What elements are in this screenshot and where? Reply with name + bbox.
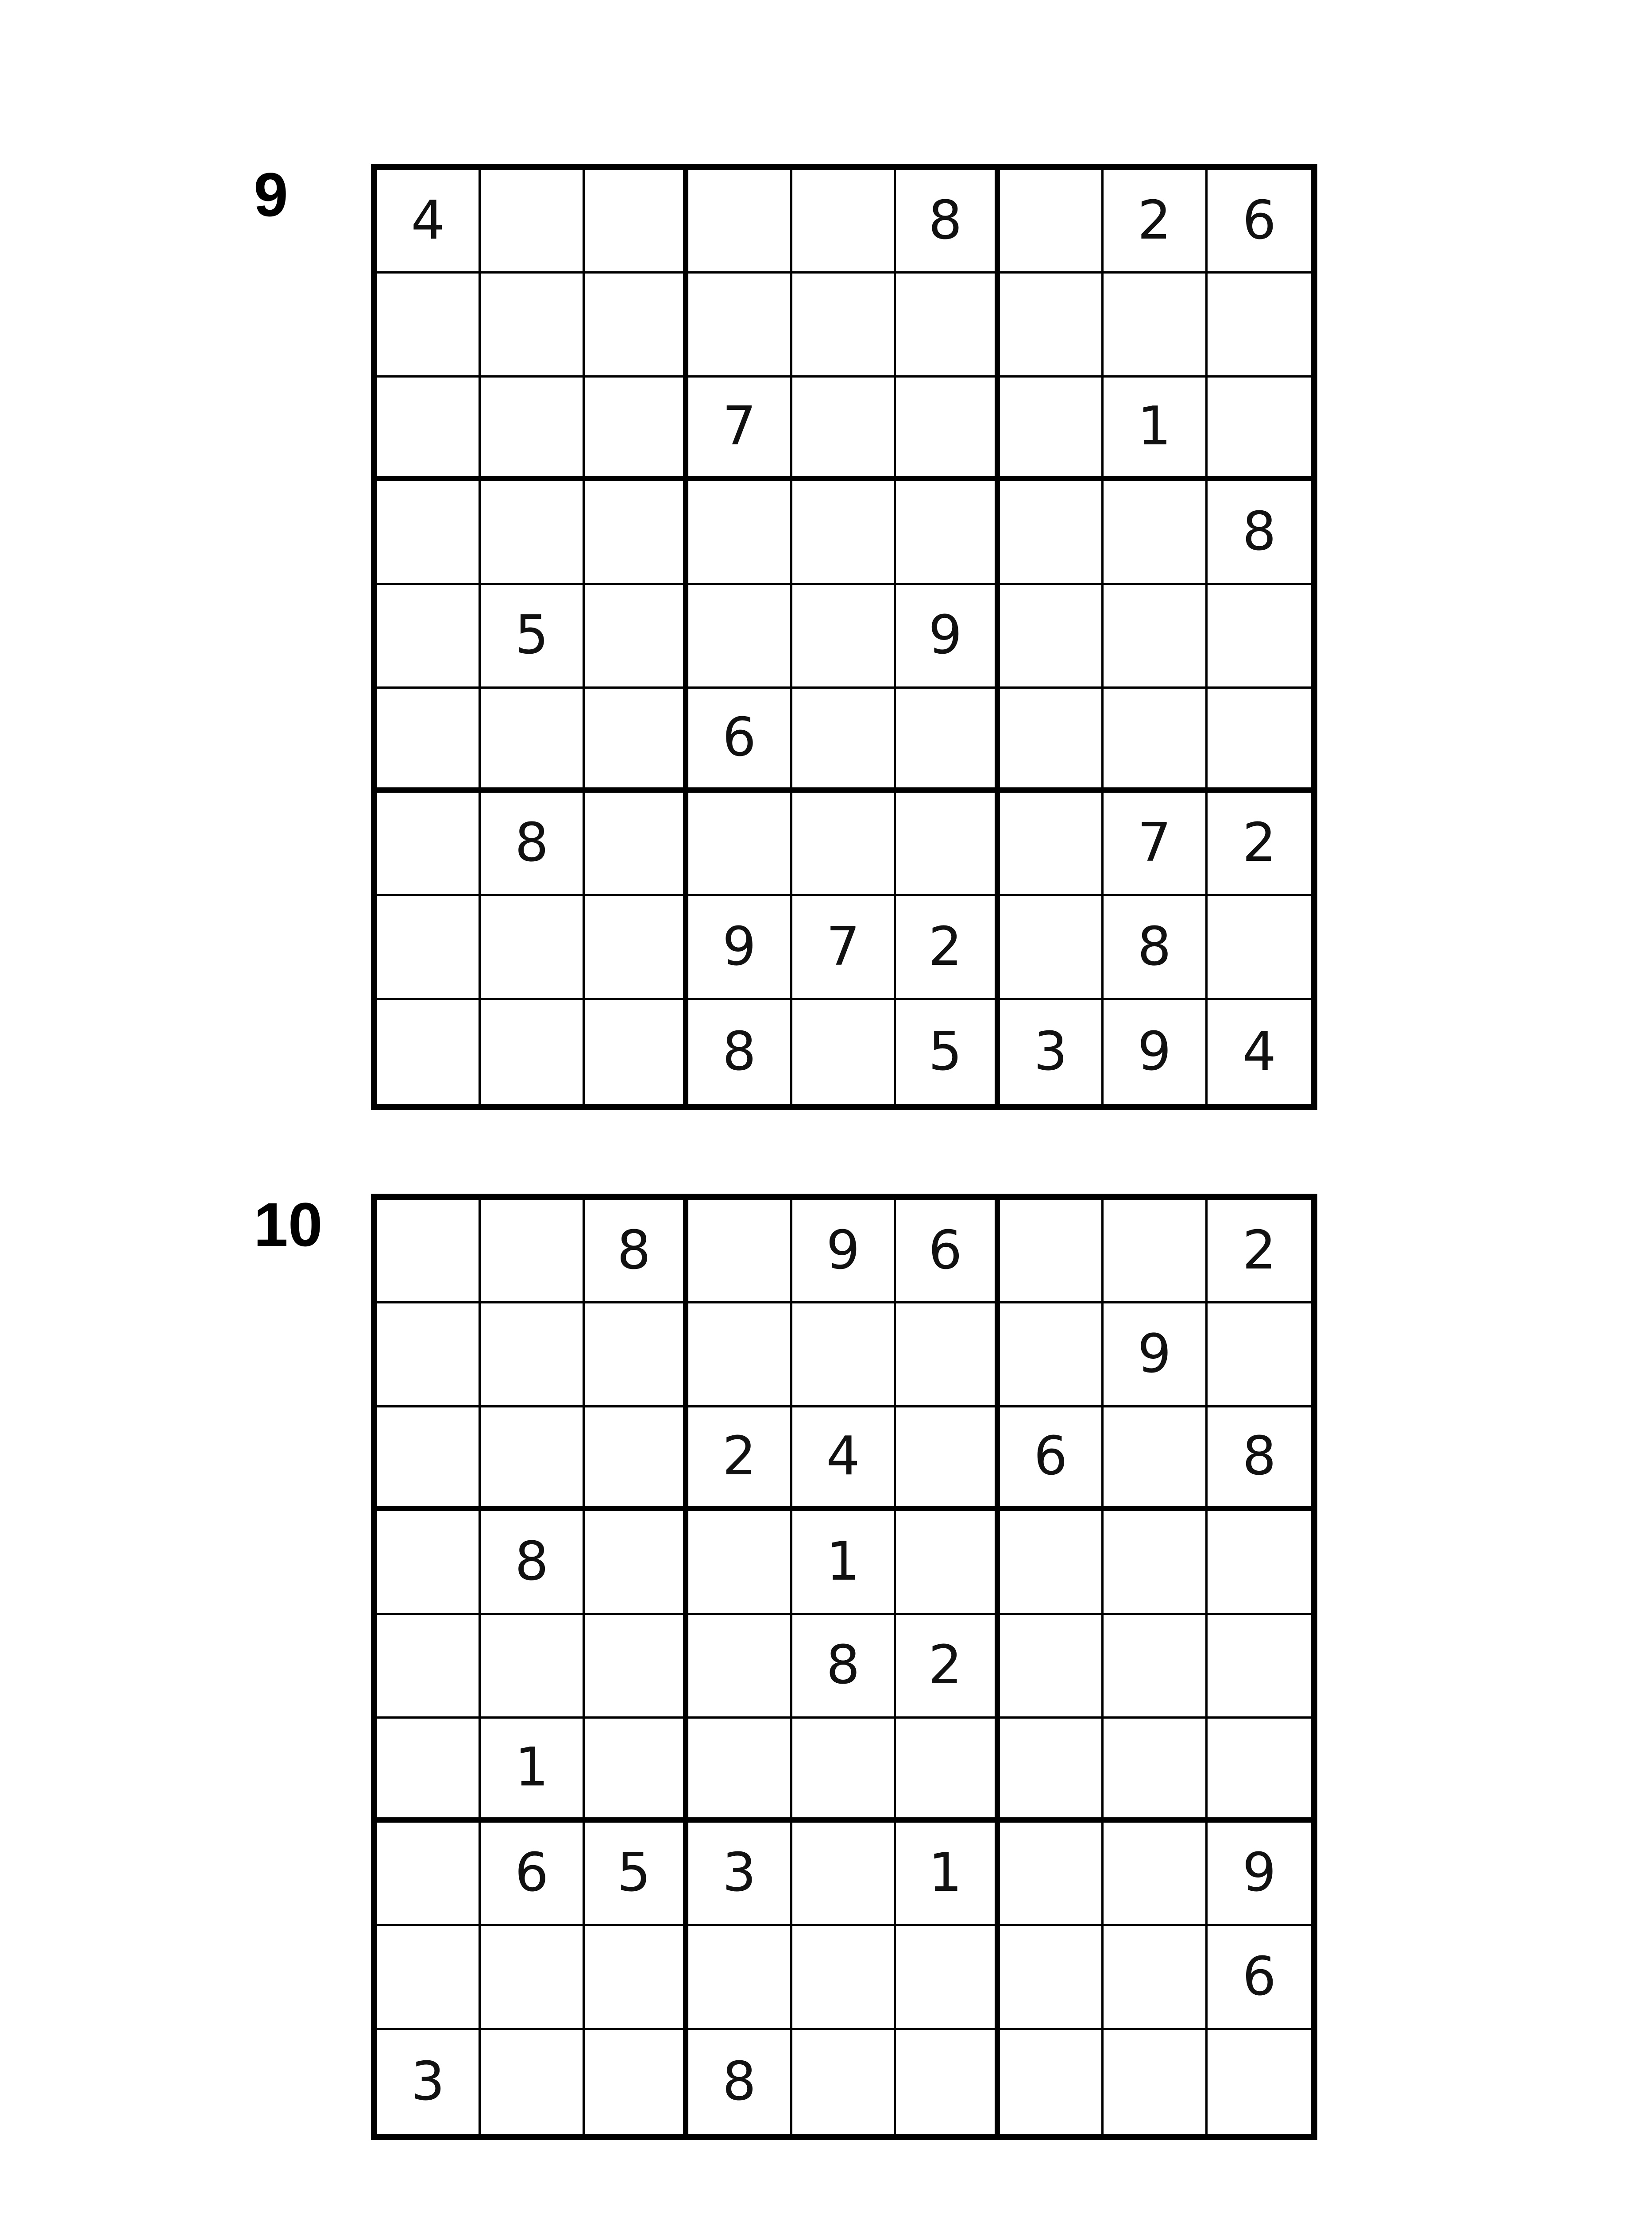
sudoku-cell[interactable]: [377, 689, 481, 792]
sudoku-cell[interactable]: [1208, 1719, 1311, 1822]
sudoku-board: [371, 1194, 1317, 2140]
sudoku-cell[interactable]: [377, 1926, 481, 2030]
sudoku-cell[interactable]: [792, 2030, 896, 2134]
sudoku-cell[interactable]: [481, 1615, 584, 1719]
sudoku-cell[interactable]: 8: [1208, 481, 1311, 585]
sudoku-cell[interactable]: 8: [688, 1000, 792, 1104]
sudoku-cell[interactable]: [481, 481, 584, 585]
sudoku-cell[interactable]: [1000, 378, 1104, 481]
sudoku-cell[interactable]: [1000, 1719, 1104, 1822]
sudoku-cell[interactable]: 2: [688, 1407, 792, 1511]
sudoku-cell[interactable]: [585, 1926, 688, 2030]
sudoku-cell[interactable]: [1104, 1615, 1207, 1719]
sudoku-cell[interactable]: [481, 896, 584, 1000]
sudoku-cell[interactable]: 2: [896, 896, 1000, 1000]
sudoku-cell[interactable]: [1000, 1615, 1104, 1719]
sudoku-cell[interactable]: [792, 1303, 896, 1407]
sudoku-cell[interactable]: [585, 274, 688, 377]
sudoku-cell[interactable]: [792, 1719, 896, 1822]
sudoku-cell[interactable]: [792, 1000, 896, 1104]
sudoku-cell[interactable]: [896, 1407, 1000, 1511]
sudoku-cell[interactable]: [896, 2030, 1000, 2134]
sudoku-cell[interactable]: [1208, 896, 1311, 1000]
sudoku-cell[interactable]: [377, 481, 481, 585]
sudoku-cell[interactable]: 1: [481, 1719, 584, 1822]
sudoku-cell[interactable]: [896, 793, 1000, 896]
sudoku-cell[interactable]: 8: [481, 793, 584, 896]
sudoku-cell[interactable]: [585, 170, 688, 274]
sudoku-cell[interactable]: [1208, 2030, 1311, 2134]
sudoku-cell[interactable]: [1000, 1303, 1104, 1407]
sudoku-cell[interactable]: [585, 1000, 688, 1104]
sudoku-cell[interactable]: [1000, 481, 1104, 585]
sudoku-cell[interactable]: [481, 378, 584, 481]
sudoku-cell[interactable]: 1: [1104, 378, 1207, 481]
sudoku-cell[interactable]: [792, 378, 896, 481]
sudoku-cell[interactable]: [1104, 1823, 1207, 1926]
sudoku-cell[interactable]: [688, 1200, 792, 1303]
sudoku-cell[interactable]: 6: [1208, 1926, 1311, 2030]
sudoku-cell[interactable]: 7: [1104, 793, 1207, 896]
sudoku-cell[interactable]: 9: [792, 1200, 896, 1303]
sudoku-cell[interactable]: [377, 1000, 481, 1104]
sudoku-cell[interactable]: [896, 1511, 1000, 1615]
sudoku-cell[interactable]: [585, 1719, 688, 1822]
sudoku-cell[interactable]: 9: [1104, 1000, 1207, 1104]
sudoku-cell[interactable]: [377, 896, 481, 1000]
sudoku-board: [371, 164, 1317, 1110]
sudoku-cell[interactable]: [1208, 378, 1311, 481]
sudoku-cell[interactable]: [792, 481, 896, 585]
sudoku-cell[interactable]: [585, 896, 688, 1000]
sudoku-cell[interactable]: [481, 1926, 584, 2030]
sudoku-cell[interactable]: 6: [688, 689, 792, 792]
sudoku-cell[interactable]: [1104, 1719, 1207, 1822]
sudoku-cell[interactable]: [1104, 689, 1207, 792]
sudoku-cell[interactable]: [585, 689, 688, 792]
sudoku-cell[interactable]: 3: [1000, 1000, 1104, 1104]
sudoku-cell[interactable]: [377, 1303, 481, 1407]
sudoku-cell[interactable]: [377, 1511, 481, 1615]
sudoku-cell[interactable]: 5: [896, 1000, 1000, 1104]
sudoku-cell[interactable]: 5: [481, 585, 584, 689]
sudoku-cell[interactable]: [688, 1926, 792, 2030]
sudoku-cell[interactable]: [1104, 1926, 1207, 2030]
sudoku-cell[interactable]: 2: [1208, 1200, 1311, 1303]
sudoku-cell[interactable]: 5: [585, 1823, 688, 1926]
sudoku-cell[interactable]: [1000, 1823, 1104, 1926]
sudoku-cell[interactable]: 9: [896, 585, 1000, 689]
sudoku-cell[interactable]: [896, 378, 1000, 481]
sudoku-cell[interactable]: [377, 1823, 481, 1926]
sudoku-cell[interactable]: [585, 1511, 688, 1615]
sudoku-cell[interactable]: 6: [1000, 1407, 1104, 1511]
sudoku-cell[interactable]: 9: [688, 896, 792, 1000]
sudoku-cell[interactable]: 2: [896, 1615, 1000, 1719]
sudoku-cell[interactable]: [792, 793, 896, 896]
sudoku-cell[interactable]: [481, 1407, 584, 1511]
sudoku-cell[interactable]: [688, 1719, 792, 1822]
sudoku-cell[interactable]: [792, 1823, 896, 1926]
sudoku-cell[interactable]: [688, 1615, 792, 1719]
sudoku-cell[interactable]: 6: [896, 1200, 1000, 1303]
sudoku-cell[interactable]: [1000, 1200, 1104, 1303]
sudoku-cell[interactable]: [688, 274, 792, 377]
sudoku-cell[interactable]: 4: [1242, 1021, 1276, 1083]
sudoku-cell[interactable]: [792, 689, 896, 792]
sudoku-cell[interactable]: [585, 378, 688, 481]
sudoku-cell[interactable]: [688, 585, 792, 689]
sudoku-cell[interactable]: [1208, 274, 1311, 377]
sudoku-cell[interactable]: [688, 481, 792, 585]
sudoku-cell[interactable]: [896, 481, 1000, 585]
sudoku-cell[interactable]: [688, 793, 792, 896]
sudoku-cell[interactable]: 4: [792, 1407, 896, 1511]
sudoku-cell[interactable]: [585, 1615, 688, 1719]
sudoku-cell[interactable]: [792, 1926, 896, 2030]
sudoku-cell[interactable]: [1208, 1303, 1311, 1407]
sudoku-cell[interactable]: [377, 1200, 481, 1303]
sudoku-cell[interactable]: [896, 1719, 1000, 1822]
sudoku-cell[interactable]: [481, 2030, 584, 2134]
sudoku-cell[interactable]: [377, 274, 481, 377]
sudoku-cell[interactable]: [1208, 585, 1311, 689]
sudoku-cell[interactable]: [1000, 170, 1104, 274]
sudoku-cell[interactable]: [1000, 274, 1104, 377]
sudoku-cell[interactable]: [1104, 1407, 1207, 1511]
sudoku-cell[interactable]: 1: [792, 1511, 896, 1615]
sudoku-cell[interactable]: 3: [688, 1823, 792, 1926]
sudoku-cell[interactable]: [1104, 481, 1207, 585]
sudoku-cell[interactable]: [481, 170, 584, 274]
sudoku-cell[interactable]: 8: [792, 1615, 896, 1719]
sudoku-cell[interactable]: [1000, 793, 1104, 896]
sudoku-cell[interactable]: [688, 1303, 792, 1407]
sudoku-cell[interactable]: [481, 1000, 584, 1104]
sudoku-cell[interactable]: [896, 274, 1000, 377]
sudoku-cell[interactable]: [896, 1303, 1000, 1407]
sudoku-cell[interactable]: [896, 1926, 1000, 2030]
sudoku-cell[interactable]: [792, 170, 896, 274]
sudoku-cell[interactable]: 8: [1208, 1407, 1311, 1511]
sudoku-cell[interactable]: [688, 1511, 792, 1615]
sudoku-cell[interactable]: 7: [792, 896, 896, 1000]
sudoku-cell[interactable]: 2: [1208, 793, 1311, 896]
sudoku-cell[interactable]: 8: [688, 2030, 792, 2134]
sudoku-cell[interactable]: [1208, 1615, 1311, 1719]
sudoku-cell[interactable]: [1000, 689, 1104, 792]
sudoku-cell[interactable]: [377, 1719, 481, 1822]
sudoku-cell[interactable]: 4: [377, 170, 481, 274]
sudoku-cell[interactable]: [1000, 2030, 1104, 2134]
sudoku-cell[interactable]: [1000, 585, 1104, 689]
sudoku-cell[interactable]: [1104, 1511, 1207, 1615]
sudoku-cell[interactable]: [1000, 1511, 1104, 1615]
sudoku-cell[interactable]: 6: [481, 1823, 584, 1926]
sudoku-cell[interactable]: [377, 585, 481, 689]
sudoku-cell[interactable]: [1104, 585, 1207, 689]
sudoku-cell[interactable]: [481, 1303, 584, 1407]
sudoku-cell[interactable]: [377, 793, 481, 896]
sudoku-cell[interactable]: 8: [481, 1511, 584, 1615]
sudoku-cell[interactable]: [585, 2030, 688, 2134]
sudoku-cell[interactable]: [1208, 689, 1311, 792]
sudoku-cell[interactable]: 8: [1104, 896, 1207, 1000]
sudoku-cell[interactable]: [1104, 274, 1207, 377]
sudoku-cell[interactable]: 7: [688, 378, 792, 481]
sudoku-cell[interactable]: [481, 1200, 584, 1303]
sudoku-cell[interactable]: [1208, 1511, 1311, 1615]
sudoku-cell[interactable]: [377, 378, 481, 481]
sudoku-cell[interactable]: 6: [1208, 170, 1311, 274]
sudoku-cell[interactable]: [792, 274, 896, 377]
sudoku-cell[interactable]: [585, 1303, 688, 1407]
sudoku-cell[interactable]: 1: [896, 1823, 1000, 1926]
sudoku-cell[interactable]: [1104, 1200, 1207, 1303]
sudoku-cell[interactable]: [896, 689, 1000, 792]
sudoku-cell[interactable]: [481, 689, 584, 792]
sudoku-cell[interactable]: 3: [377, 2030, 481, 2134]
puzzle-number: 9: [254, 160, 288, 229]
sudoku-cell[interactable]: 2: [1104, 170, 1207, 274]
sudoku-cell[interactable]: [585, 481, 688, 585]
sudoku-cell[interactable]: 8: [896, 170, 1000, 274]
sudoku-cell[interactable]: [792, 585, 896, 689]
sudoku-cell[interactable]: [1000, 1926, 1104, 2030]
sudoku-cell[interactable]: 9: [1208, 1823, 1311, 1926]
sudoku-cell[interactable]: [585, 793, 688, 896]
sudoku-cell[interactable]: [377, 1615, 481, 1719]
sudoku-cell[interactable]: [1000, 896, 1104, 1000]
sudoku-cell[interactable]: [585, 585, 688, 689]
sudoku-cell[interactable]: [688, 170, 792, 274]
sudoku-cell[interactable]: [1104, 2030, 1207, 2134]
puzzle-number: 10: [254, 1190, 323, 1259]
sudoku-cell[interactable]: [585, 1407, 688, 1511]
sudoku-cell[interactable]: 9: [1104, 1303, 1207, 1407]
sudoku-cell[interactable]: 8: [585, 1200, 688, 1303]
sudoku-cell[interactable]: [481, 274, 584, 377]
sudoku-cell[interactable]: [377, 1407, 481, 1511]
